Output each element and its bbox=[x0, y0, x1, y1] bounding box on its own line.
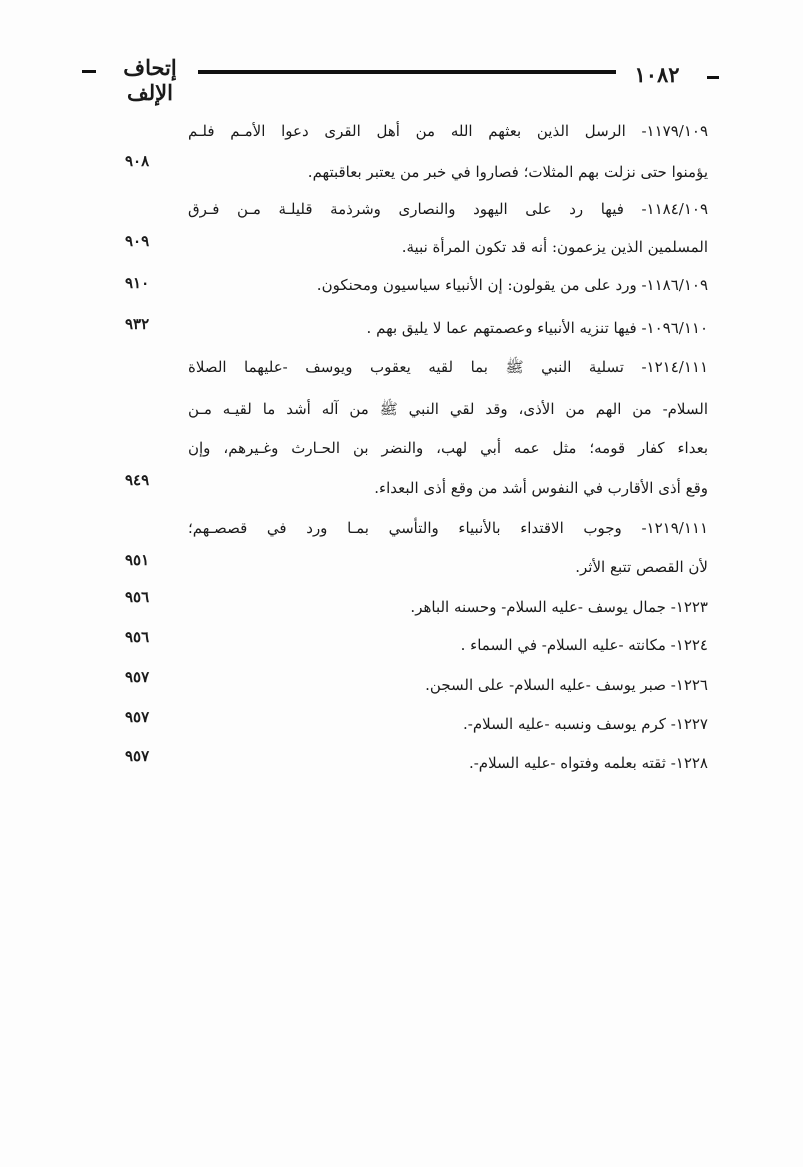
header-dash-right bbox=[82, 70, 96, 73]
entry-line: ١١٨٦/١٠٩- ورد على من يقولون: إن الأنبياء سياسيون ومحنكون. bbox=[316, 276, 708, 294]
entry-line: ١٠٩٦/١١٠- فيها تنزيه الأنبياء وعصمتهم عما لا يليق بهم . bbox=[366, 319, 708, 337]
entry-line: ١٢٢٧- كرم يوسف ونسبه -عليه السلام-. bbox=[463, 715, 708, 733]
entry-line: ١٢١٤/١١١- تسلية النبي ﷺ بما لقيه يعقوب ويوسف -عليهما الصلاة bbox=[188, 358, 708, 376]
entry-page-ref: ٩٠٩ bbox=[125, 232, 150, 250]
entry-line: ١٢٢٣- جمال يوسف -عليه السلام- وحسنه الباهر. bbox=[410, 598, 708, 616]
entry-page-ref: ٩٠٨ bbox=[125, 152, 150, 170]
entry-line: بعداء كفار قومه؛ مثل عمه أبي لهب، والنضر بن الحـارث وغـيرهم، وإن bbox=[188, 439, 708, 457]
header-rule bbox=[198, 70, 616, 74]
entry-page-ref: ٩٣٢ bbox=[125, 315, 150, 333]
entry-line: ١١٨٤/١٠٩- فيها رد على اليهود والنصارى وشرذمة قليلـة مـن فـرق bbox=[188, 200, 708, 218]
entry-line: ١٢١٩/١١١- وجوب الاقتداء بالأنبياء والتأسي بمـا ورد في قصصـهم؛ bbox=[188, 519, 708, 537]
entry-line: السلام- من الهم من الأذى، وقد لقي النبي ﷺ من آله أشد ما لقيـه مـن bbox=[188, 400, 708, 418]
entry-page-ref: ٩٥٦ bbox=[125, 628, 150, 646]
entry-page-ref: ٩٥٧ bbox=[125, 747, 150, 765]
header-dash-left bbox=[707, 76, 719, 79]
entry-line: ١٢٢٤- مكانته -عليه السلام- في السماء . bbox=[460, 636, 708, 654]
running-title: إتحاف الإلف bbox=[123, 55, 177, 105]
entry-page-ref: ٩٤٩ bbox=[125, 471, 150, 489]
page-number: ١٠٨٢ bbox=[634, 62, 680, 87]
entry-page-ref: ٩١٠ bbox=[125, 274, 150, 292]
entry-page-ref: ٩٥٦ bbox=[125, 588, 150, 606]
entry-line: يؤمنوا حتى نزلت بهم المثلات؛ فصاروا في خبر من يعتبر بعاقبتهم. bbox=[307, 163, 708, 181]
entry-line: وقع أذى الأقارب في النفوس أشد من وقع أذى البعداء. bbox=[374, 479, 708, 497]
entry-line: لأن القصص تتبع الأثر. bbox=[575, 558, 708, 576]
entry-line: ١٢٢٨- ثقته بعلمه وفتواه -عليه السلام-. bbox=[468, 754, 708, 772]
entry-page-ref: ٩٥٧ bbox=[125, 668, 150, 686]
entry-page-ref: ٩٥٧ bbox=[125, 708, 150, 726]
entry-line: المسلمين الذين يزعمون: أنه قد تكون المرأة نبية. bbox=[401, 238, 708, 256]
entry-line: ١٢٢٦- صبر يوسف -عليه السلام- على السجن. bbox=[425, 676, 708, 694]
entry-page-ref: ٩٥١ bbox=[125, 551, 150, 569]
entry-line: ١١٧٩/١٠٩- الرسل الذين بعثهم الله من أهل القرى دعوا الأمـم فلـم bbox=[188, 122, 708, 140]
